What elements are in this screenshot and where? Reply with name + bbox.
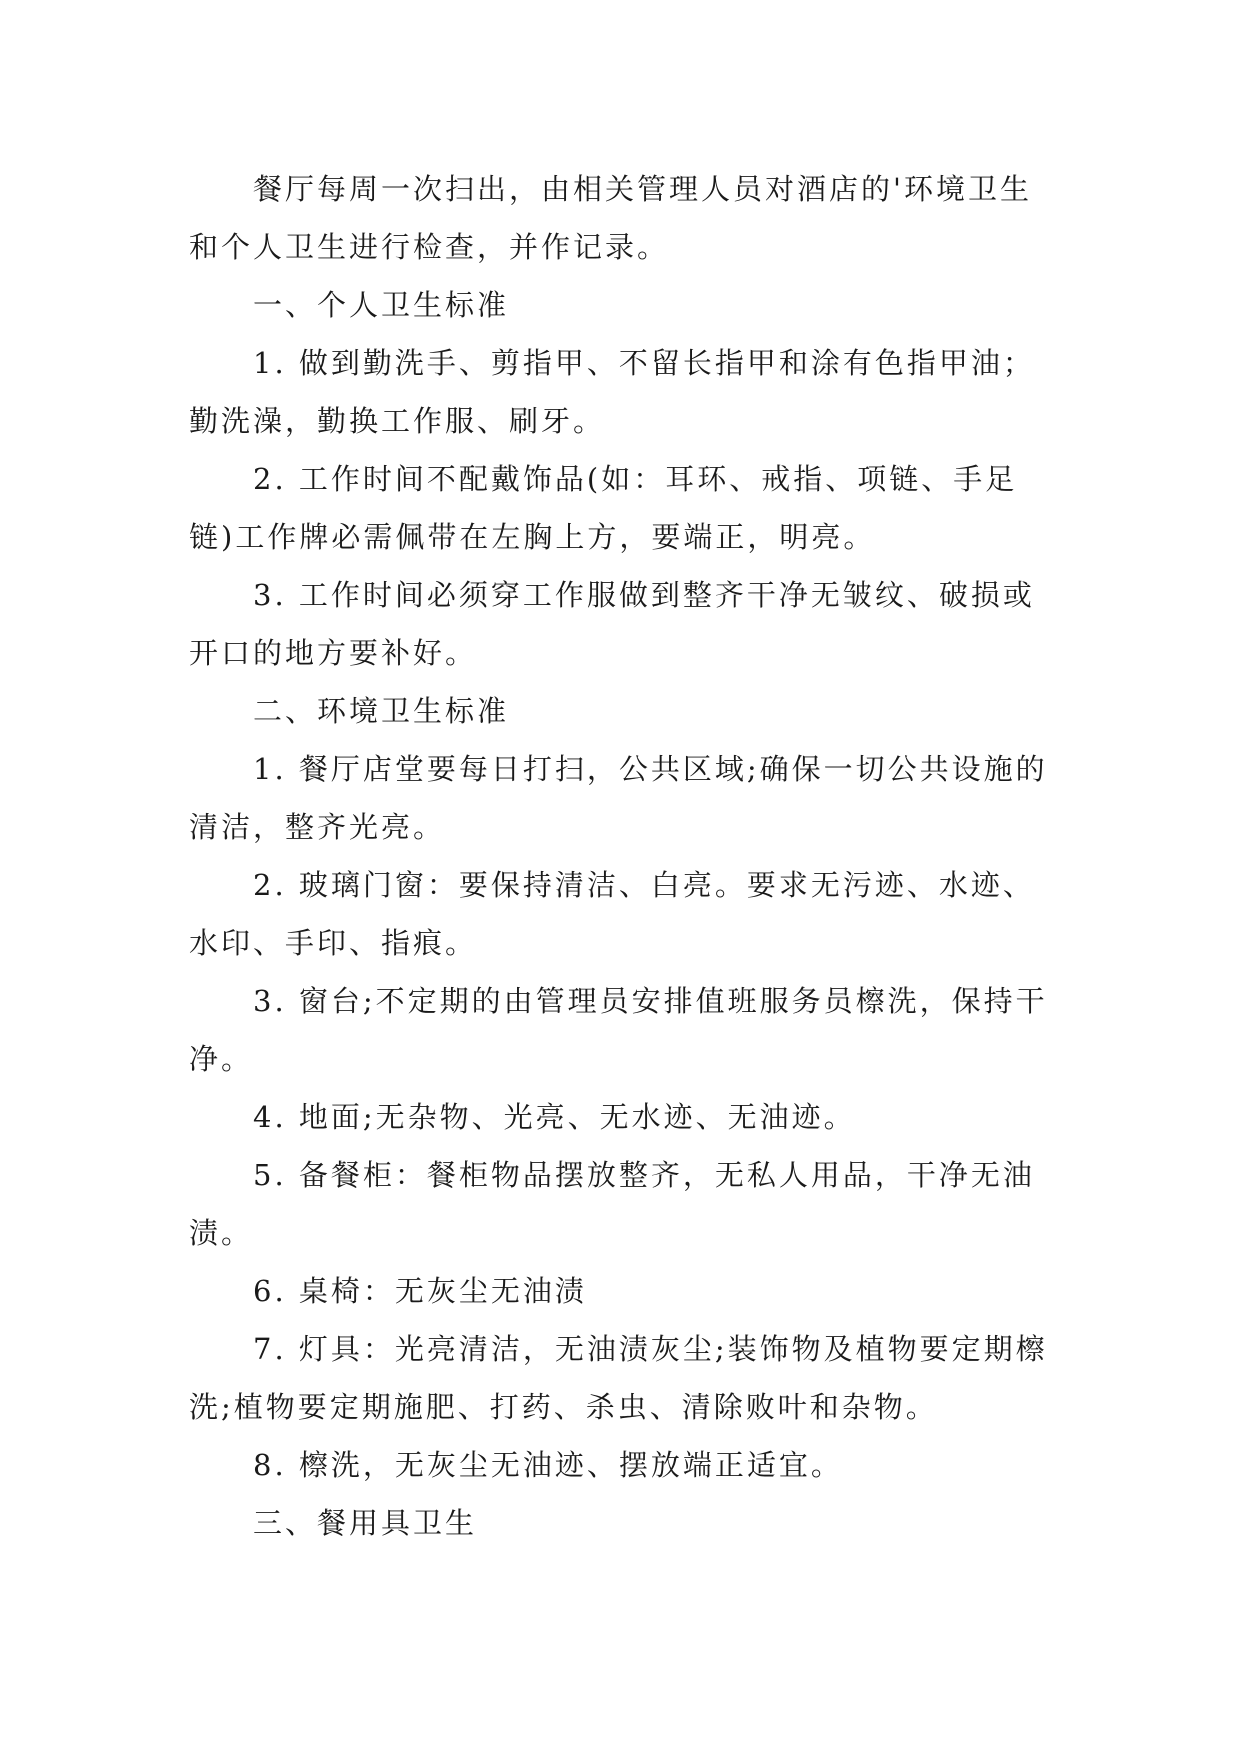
list-item: 6. 桌椅：无灰尘无油渍 [253,1274,587,1308]
list-item: 4. 地面;无杂物、光亮、无水迹、无油迹。 [253,1100,856,1134]
section-heading-environment-hygiene: 二、环境卫生标准 [253,694,510,728]
intro-paragraph: 餐厅每周一次扫出，由相关管理人员对酒店的'环境卫生和个人卫生进行检查，并作记录。 [189,172,1032,264]
list-item: 8. 檫洗，无灰尘无油迹、摆放端正适宜。 [253,1448,843,1482]
list-item: 1. 餐厅店堂要每日打扫，公共区域;确保一切公共设施的清洁，整齐光亮。 [189,752,1048,844]
list-item: 3. 工作时间必须穿工作服做到整齐干净无皱纹、破损或开口的地方要补好。 [189,578,1035,670]
list-item: 1. 做到勤洗手、剪指甲、不留长指甲和涂有色指甲油；勤洗澡，勤换工作服、刷牙。 [189,346,1035,438]
section-heading-tableware-hygiene: 三、餐用具卫生 [253,1506,478,1540]
list-item: 7. 灯具：光亮清洁，无油渍灰尘;装饰物及植物要定期檫洗;植物要定期施肥、打药、杀虫、清除败叶和杂物。 [189,1332,1048,1424]
list-item: 3. 窗台;不定期的由管理员安排值班服务员檫洗，保持干净。 [189,984,1048,1076]
list-item: 2. 工作时间不配戴饰品(如：耳环、戒指、项链、手足链)工作牌必需佩带在左胸上方，要端正，明亮。 [189,462,1018,554]
document-body [189,160,1059,1552]
list-item: 2. 玻璃门窗：要保持清洁、白亮。要求无污迹、水迹、水印、手印、指痕。 [189,868,1035,960]
section-heading-personal-hygiene: 一、个人卫生标准 [253,288,510,322]
list-item: 5. 备餐柜：餐柜物品摆放整齐，无私人用品，干净无油渍。 [189,1158,1035,1250]
